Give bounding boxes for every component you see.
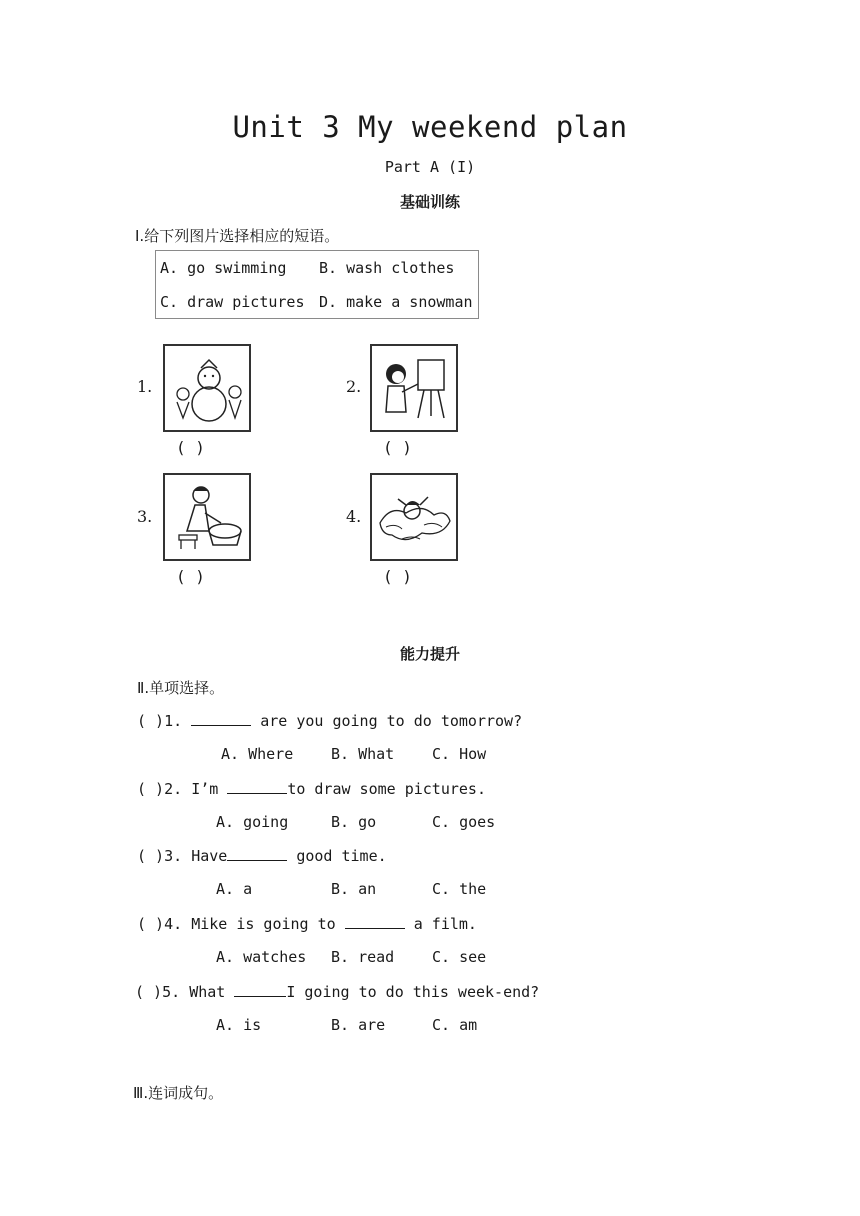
question-5: ( )5. What I going to do this week-end? (135, 983, 540, 1001)
option-b: B. wash clothes (319, 259, 455, 277)
picture-3-answer-paren[interactable]: ( ) (176, 567, 205, 586)
picture-2-number: 2. (346, 377, 362, 396)
question-3-option-a: A. a (216, 880, 253, 898)
picture-4-answer-paren[interactable]: ( ) (383, 567, 412, 586)
options-box (155, 250, 479, 319)
question-answer-paren[interactable]: ( ) (137, 847, 165, 865)
picture-1-answer-paren[interactable]: ( ) (176, 438, 205, 457)
question-1-option-b: B. What (331, 745, 395, 763)
question-1: ( )1. are you going to do tomorrow? (137, 712, 523, 730)
picture-3-number: 3. (137, 507, 153, 526)
picture-2-answer-paren[interactable]: ( ) (383, 438, 412, 457)
washing-clothes-picture-icon (163, 473, 251, 561)
question-3-option-b: B. an (331, 880, 377, 898)
question-answer-paren[interactable]: ( ) (135, 983, 163, 1001)
question-2: ( )2. I’m to draw some pictures. (137, 780, 486, 798)
question-4-option-c: C. see (432, 948, 487, 966)
question-4: ( )4. Mike is going to a film. (137, 915, 477, 933)
question-2-option-a: A. going (216, 813, 289, 831)
question-2-option-c: C. goes (432, 813, 496, 831)
picture-1-number: 1. (137, 377, 153, 396)
picture-4-number: 4. (346, 507, 362, 526)
part3-heading: Ⅲ.连词成句。 (133, 1084, 224, 1102)
part1-heading: Ⅰ.给下列图片选择相应的短语。 (135, 227, 340, 245)
question-4-option-b: B. read (331, 948, 395, 966)
fill-blank[interactable] (234, 982, 286, 997)
question-5-option-a: A. is (216, 1016, 262, 1034)
part2-heading: Ⅱ.单项选择。 (137, 679, 225, 697)
question-5-option-b: B. are (331, 1016, 386, 1034)
fill-blank[interactable] (227, 846, 287, 861)
question-3: ( )3. Have good time. (137, 847, 387, 865)
fill-blank[interactable] (191, 711, 251, 726)
drawing-picture-icon (370, 344, 458, 432)
question-5-option-c: C. am (432, 1016, 478, 1034)
fill-blank[interactable] (227, 779, 287, 794)
section-basic-training-title: 基础训练 (399, 193, 460, 211)
question-1-option-a: A. Where (221, 745, 294, 763)
section-ability-title: 能力提升 (399, 645, 460, 663)
snowman-picture-icon (163, 344, 251, 432)
option-c: C. draw pictures (160, 293, 305, 311)
question-2-option-b: B. go (331, 813, 377, 831)
question-4-option-a: A. watches (216, 948, 307, 966)
question-answer-paren[interactable]: ( ) (137, 915, 165, 933)
fill-blank[interactable] (345, 914, 405, 929)
option-a: A. go swimming (160, 259, 287, 277)
swimming-picture-icon (370, 473, 458, 561)
question-3-option-c: C. the (432, 880, 487, 898)
option-d: D. make a snowman (319, 293, 473, 311)
page-title: Unit 3 My weekend plan (232, 110, 628, 144)
question-1-option-c: C. How (432, 745, 487, 763)
question-answer-paren[interactable]: ( ) (137, 712, 165, 730)
page-subtitle: Part A (I) (384, 158, 476, 176)
question-answer-paren[interactable]: ( ) (137, 780, 165, 798)
